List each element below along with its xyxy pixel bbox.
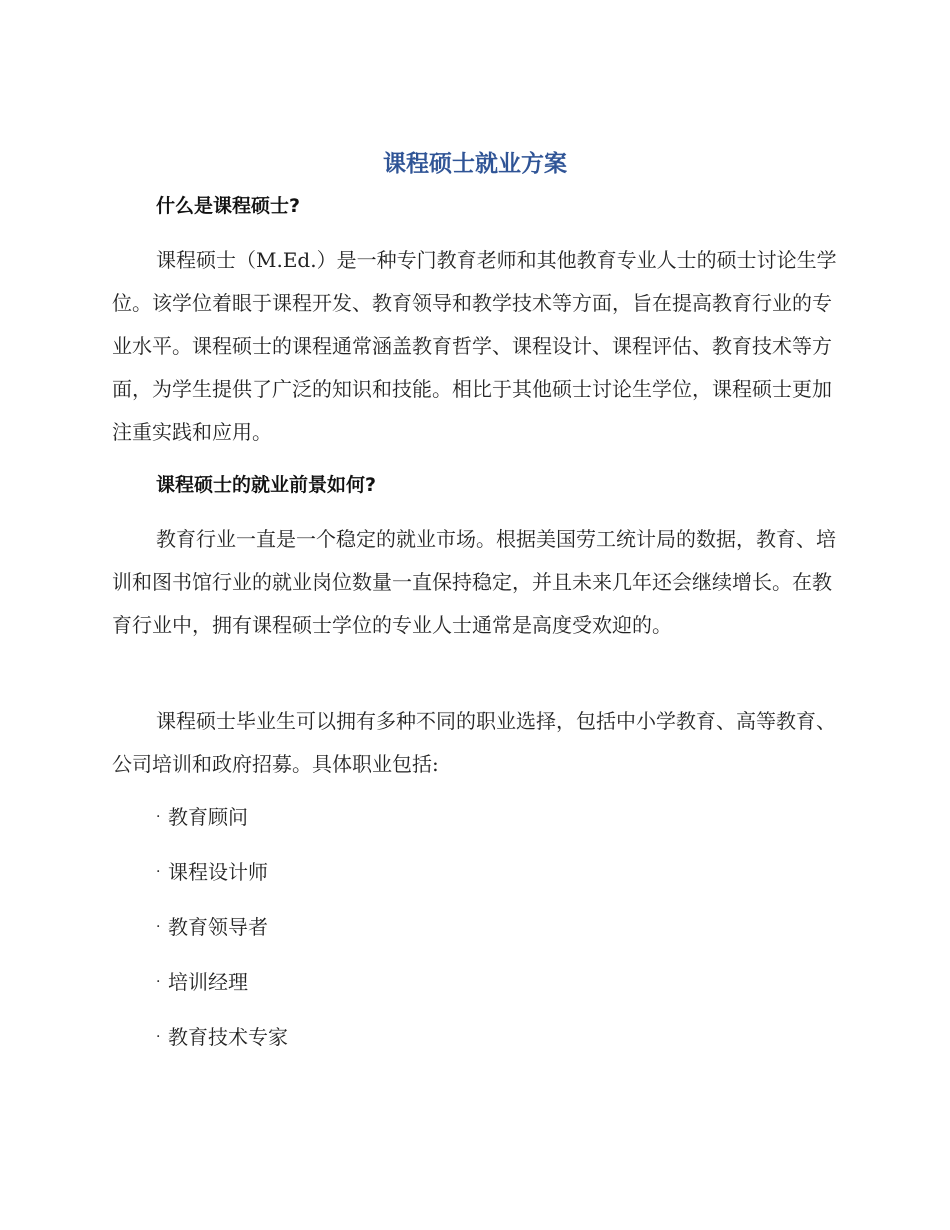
- career-label: 培训经理: [168, 970, 248, 994]
- bullet-icon: ·: [156, 974, 161, 990]
- bullet-icon: ·: [156, 864, 161, 880]
- section-heading-what-is: 什么是课程硕士?: [156, 195, 301, 217]
- bullet-icon: ·: [156, 1029, 161, 1045]
- bullet-icon: ·: [156, 919, 161, 935]
- list-item: [156, 857, 288, 887]
- document-title: 课程硕士就业方案: [383, 151, 567, 177]
- career-label: 课程设计师: [168, 860, 268, 884]
- career-label: 教育顾问: [168, 805, 248, 829]
- career-label: 教育技术专家: [168, 1025, 288, 1049]
- career-label: 教育领导者: [168, 915, 268, 939]
- paragraph-career-options: 课程硕士毕业生可以拥有多种不同的职业选择，包括中小学教育、高等教育、公司培训和政府招募。具体职业包括:: [112, 709, 836, 776]
- list-item: [156, 967, 288, 997]
- career-list: [156, 802, 288, 1077]
- list-item: [156, 802, 288, 832]
- paragraph-definition: 课程硕士（M.Ed.）是一种专门教育老师和其他教育专业人士的硕士讨论生学位。该学位着眼于课程开发、教育领导和教学技术等方面，旨在提高教育行业的专业水平。课程硕士的课程通常涵盖教育哲学、课程设计、课程评估、教育技术等方面，为学生提供了广泛的知识和技能。相比于其他硕士讨论生学位，课程硕士更加注重实践和应用。: [112, 248, 837, 444]
- paragraph-job-market: 教育行业一直是一个稳定的就业市场。根据美国劳工统计局的数据，教育、培训和图书馆行业的就业岗位数量一直保持稳定，并且未来几年还会继续增长。在教育行业中，拥有课程硕士学位的专业人士通常是高度受欢迎的。: [112, 527, 836, 637]
- section-heading-prospects: 课程硕士的就业前景如何?: [156, 474, 377, 496]
- list-item: [156, 912, 288, 942]
- bullet-icon: ·: [156, 809, 161, 825]
- list-item: [156, 1022, 288, 1052]
